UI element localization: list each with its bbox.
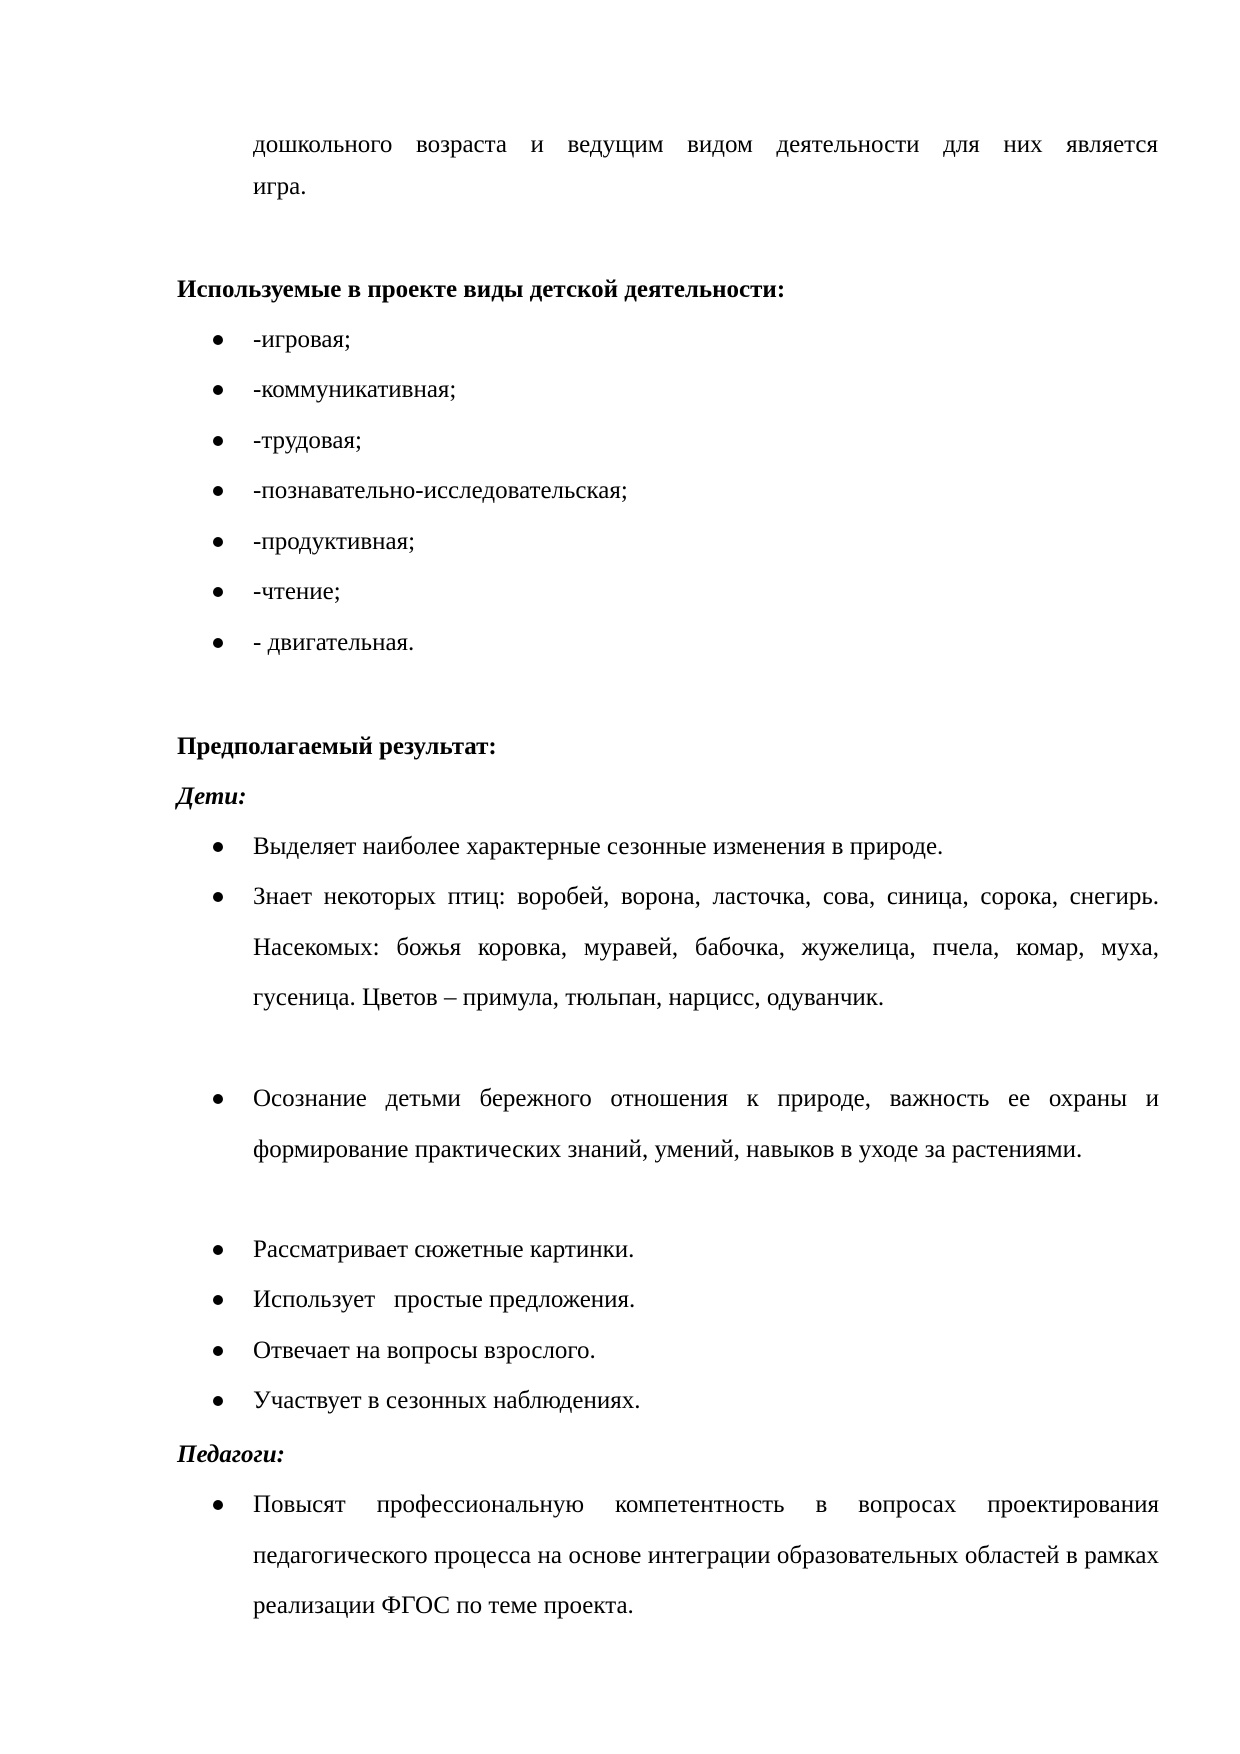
result-text: Отвечает на вопросы взрослого. xyxy=(253,1337,596,1364)
activities-heading: Используемые в проекте виды детской деятельности: xyxy=(177,276,786,303)
intro-line-2: игра. xyxy=(253,173,307,200)
teachers-subheading: Педагоги: xyxy=(177,1441,286,1468)
activity-text: -познавательно-исследовательская; xyxy=(253,477,628,504)
bullet-icon xyxy=(213,1346,223,1356)
bullet-icon xyxy=(213,638,223,648)
results-heading: Предполагаемый результат: xyxy=(177,733,497,760)
result-text: Использует простые предложения. xyxy=(253,1286,636,1313)
bullet-icon xyxy=(213,1295,223,1305)
bullet-icon xyxy=(213,587,223,597)
bullet-icon xyxy=(213,842,223,852)
intro-line-1: дошкольного возраста и ведущим видом деятельности для них является xyxy=(253,131,1158,158)
activity-text: - двигательная. xyxy=(253,629,415,656)
bullet-icon xyxy=(213,335,223,345)
children-subheading: Дети: xyxy=(177,783,247,810)
activity-text: -коммуникативная; xyxy=(253,376,457,403)
activity-text: -продуктивная; xyxy=(253,528,416,555)
bullet-icon xyxy=(213,1396,223,1406)
result-text: Участвует в сезонных наблюдениях. xyxy=(253,1387,641,1414)
activity-text: -игровая; xyxy=(253,326,351,353)
bullet-icon xyxy=(213,892,223,902)
bullet-icon xyxy=(213,436,223,446)
activity-text: -трудовая; xyxy=(253,427,362,454)
bullet-icon xyxy=(213,1500,223,1510)
bullet-icon xyxy=(213,486,223,496)
bullet-icon xyxy=(213,537,223,547)
bullet-icon xyxy=(213,385,223,395)
result-text: Повысят профессиональную компетентность в вопросах проектирования педагогического процесса на основе интеграции образовательных областей в рамках реализации ФГОС по теме проекта. xyxy=(253,1491,1159,1619)
bullet-icon xyxy=(213,1094,223,1104)
result-text: Рассматривает сюжетные картинки. xyxy=(253,1236,635,1263)
result-text: Осознание детьми бережного отношения к природе, важность ее охраны и формирование практических знаний, умений, навыков в уходе за растениями. xyxy=(253,1085,1159,1163)
result-text: Знает некоторых птиц: воробей, ворона, ласточка, сова, синица, сорока, снегирь. Насекомых: божья коровка, муравей, бабочка, жужелица, пчела, комар, муха, гусеница. Цветов – примула, тюльпан, нарцисс, одуванчик. xyxy=(253,883,1159,1011)
bullet-icon xyxy=(213,1245,223,1255)
activity-text: -чтение; xyxy=(253,578,341,605)
result-text: Выделяет наиболее характерные сезонные изменения в природе. xyxy=(253,833,944,860)
